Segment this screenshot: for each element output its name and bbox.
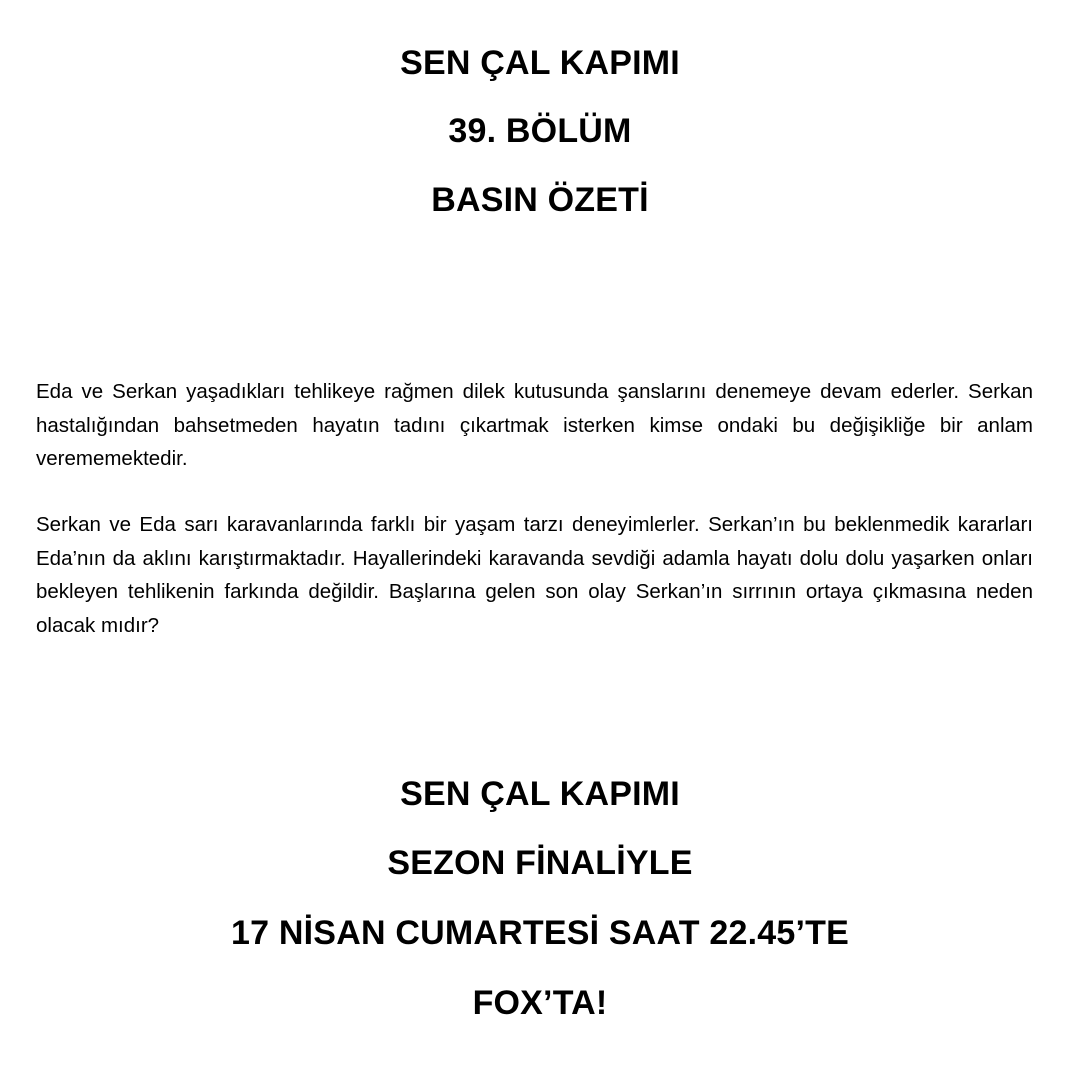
announcement-air-date: 17 NİSAN CUMARTESİ SAAT 22.45’TE bbox=[231, 914, 849, 952]
summary-paragraph-1: Eda ve Serkan yaşadıkları tehlikeye rağmen dilek kutusunda şanslarını denemeye devam ederler. Serkan hastalığından bahsetmeden hayatın tadını çıkartmak isterken kimse ondaki bu değişikliğe bir anlam verememektedir. bbox=[36, 380, 1033, 470]
summary-paragraph-2: Serkan ve Eda sarı karavanlarında farklı bir yaşam tarzı deneyimlerler. Serkan’ın bu beklenmedik kararları Eda’nın da aklını karıştırmaktadır. Hayallerindeki karavanda sevdiği adamla hayatı dolu dolu yaşarken onları bekleyen tehlikenin farkında değildir. Başlarına gelen son olay Serkan’ın sırrının ortaya çıkmasına neden olacak mıdır? bbox=[36, 513, 1033, 637]
document-type-title: BASIN ÖZETİ bbox=[431, 181, 649, 219]
show-title: SEN ÇAL KAPIMI bbox=[400, 44, 680, 82]
announcement-channel: FOX’TA! bbox=[472, 984, 608, 1022]
announcement-show-title: SEN ÇAL KAPIMI bbox=[400, 775, 680, 813]
episode-number: 39. BÖLÜM bbox=[448, 112, 632, 150]
announcement-season-finale: SEZON FİNALİYLE bbox=[387, 844, 693, 882]
